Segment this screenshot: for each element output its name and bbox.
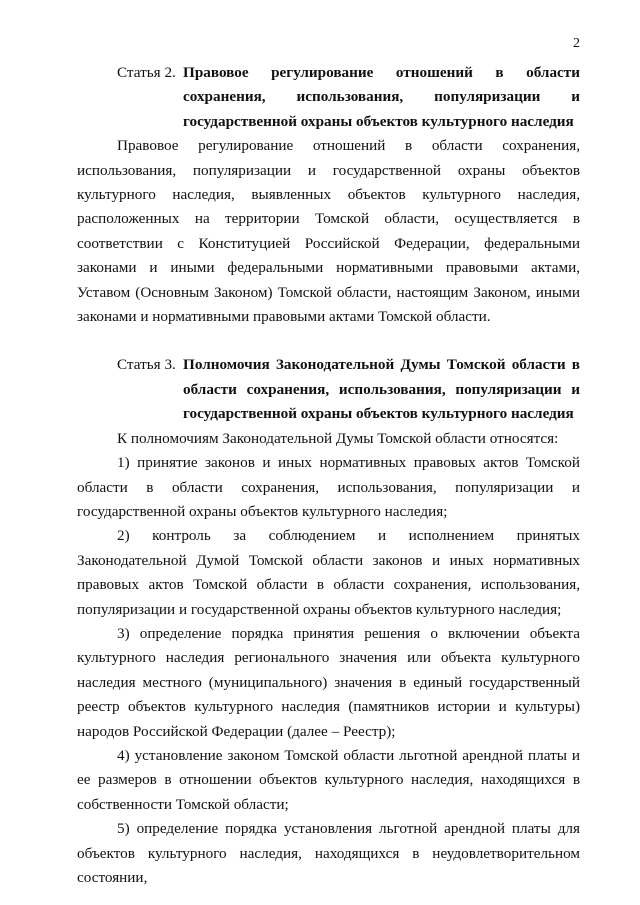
article-3-label: Статья 3. xyxy=(117,356,176,374)
page-number: 2 xyxy=(573,36,580,51)
article-3-title: Полномочия Законодательной Думы Томской области в области сохранения, использования, популяризации и государственной охраны объектов культурного наследия xyxy=(183,356,580,423)
article-3-item-2: 2) контроль за соблюдением и исполнением принятых Законодательной Думой Томской области законов и иных нормативных правовых актов Томской области в области сохранения, использования, популяризации и государственной охраны объектов культурного наследия; xyxy=(77,527,580,618)
article-2-title: Правовое регулирование отношений в области сохранения, использования, популяризации и государственной охраны объектов культурного наследия xyxy=(183,64,580,130)
article-2-heading xyxy=(77,61,580,134)
article-3-intro: К полномочиям Законодательной Думы Томской области относятся: xyxy=(117,429,559,447)
article-3-item-5: 5) определение порядка установления льготной арендной платы для объектов культурного наследия, находящихся в неудовлетворительном состоянии, xyxy=(77,820,580,886)
section-spacer xyxy=(77,329,580,353)
article-2-label: Статья 2. xyxy=(117,64,176,81)
article-3-item-3: 3) определение порядка принятия решения о включении объекта культурного наследия регионального значения или объекта культурного наследия местного (муниципального) значения в единый государственный реестр объектов культурного наследия (памятников истории и культуры) народов Российской Федерации (далее – Реестр); xyxy=(77,624,580,740)
document-content xyxy=(77,61,580,890)
article-3-item-1: 1) принятие законов и иных нормативных правовых актов Томской области в области сохранения, использования, популяризации и государственной охраны объектов культурного наследия; xyxy=(77,454,580,520)
article-3-item-4: 4) установление законом Томской области льготной арендной платы и ее размеров в отношении объектов культурного наследия, находящихся в собственности Томской области; xyxy=(77,746,580,813)
article-2-paragraph: Правовое регулирование отношений в области сохранения, использования, популяризации и государственной охраны объектов культурного наследия, выявленных объектов культурного наследия, расположенных на территории Томской области, осуществляется в соответствии с Конституцией Российской Федерации, федеральными законами и иными федеральными нормативными правовыми актами, Уставом (Основным Законом) Томской области, настоящим Законом, иными законами и нормативными правовыми актами Томской области. xyxy=(77,137,580,326)
article-3-heading xyxy=(77,353,580,426)
